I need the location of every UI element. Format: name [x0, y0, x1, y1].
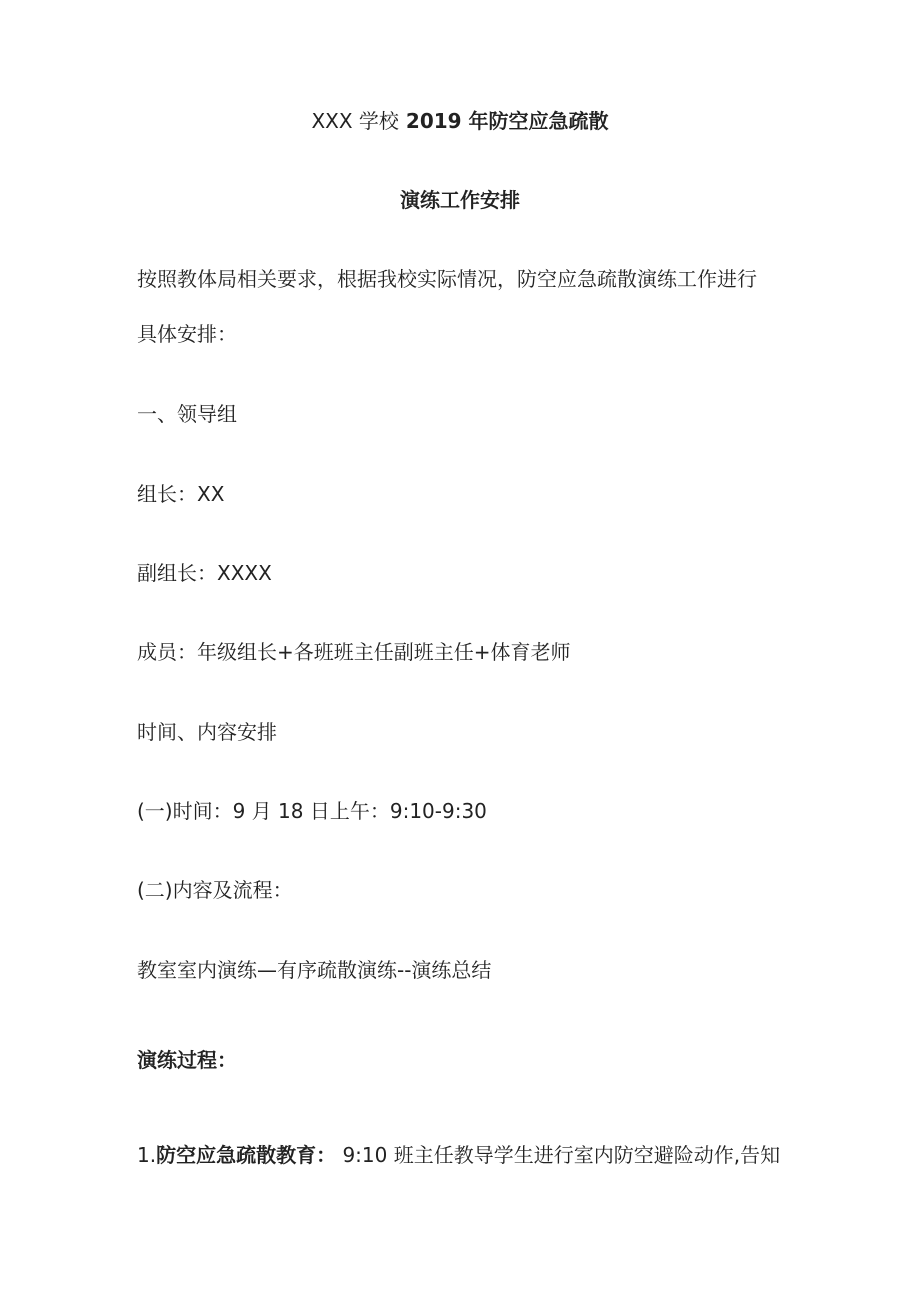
intro-line-1: 按照教体局相关要求，根据我校实际情况，防空应急疏散演练工作进行: [137, 267, 757, 291]
title-bold: 2019 年防空应急疏散: [398, 109, 609, 133]
step-1-line: [137, 1141, 780, 1169]
section-heading-schedule: 时间、内容安排: [137, 720, 277, 744]
process-heading: 演练过程：: [137, 1048, 237, 1072]
section-heading-leadership: 一、领导组: [137, 402, 237, 426]
content-heading: (二)内容及流程：: [137, 878, 293, 902]
title-prefix: XXX 学校: [311, 109, 399, 133]
flow-line: 教室室内演练—有序疏散演练--演练总结: [137, 958, 492, 982]
members-line: 成员：年级组长+各班班主任副班主任+体育老师: [137, 640, 571, 664]
step-1-title: 防空应急疏散教育：: [156, 1143, 337, 1167]
leader-line: 组长：XX: [137, 482, 225, 506]
step-1-number: 1.: [137, 1143, 157, 1167]
time-line: (一)时间：9 月 18 日上午：9:10-9:30: [137, 799, 487, 823]
intro-line-2: 具体安排：: [137, 322, 237, 346]
vice-leader-line: 副组长：XXXX: [137, 561, 272, 585]
document-title: [0, 107, 920, 135]
step-1-text: 9:10 班主任教导学生进行室内防空避险动作,告知: [336, 1143, 781, 1167]
document-subtitle: 演练工作安排: [400, 188, 520, 212]
